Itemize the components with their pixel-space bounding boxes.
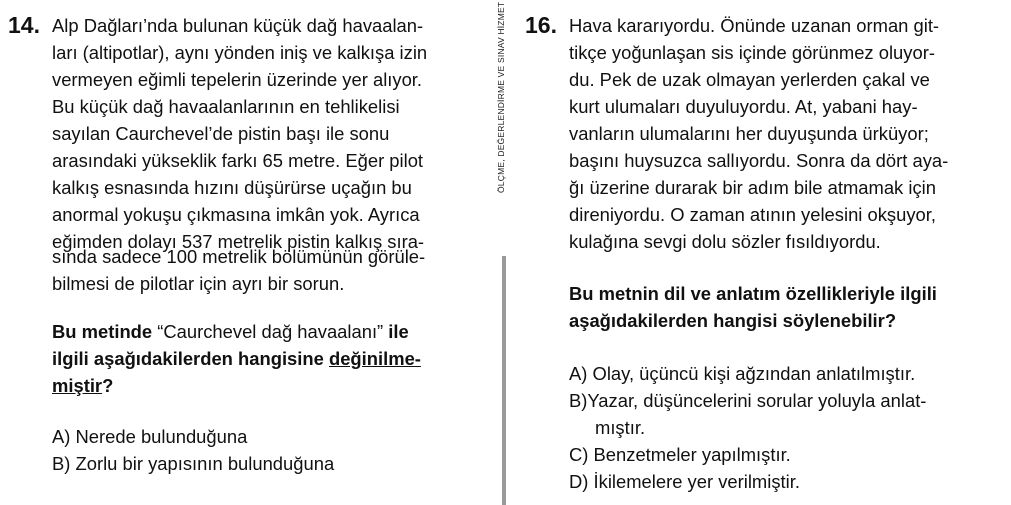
option-text: Nerede bulunduğuna xyxy=(75,426,248,447)
stem-text: Bu metinde xyxy=(52,321,158,342)
publisher-vertical-text: ÖLÇME, DEĞERLENDİRME VE SINAV HİZMET xyxy=(496,2,506,194)
stem-underlined: değinilme- xyxy=(328,348,421,369)
question-14-row xyxy=(8,0,478,255)
stem-text: ilgili aşağıdakilerden hangisine xyxy=(52,348,329,369)
passage-line: eğimden dolayı 537 metrelik pistin kalkış sıra- xyxy=(52,231,425,252)
passage-line: direniyordu. O zaman atının yelesini okşuyor, xyxy=(569,204,936,225)
passage xyxy=(569,0,1005,255)
option-a[interactable] xyxy=(569,360,1005,387)
option-b[interactable] xyxy=(569,387,1005,441)
option-text: Yazar, düşüncelerini sorular yoluyla anlat- xyxy=(587,390,927,411)
passage-line: sayılan Caurchevel’de pistin başı ile sonu xyxy=(52,123,390,144)
passage-line: kalkış esnasında hızını düşürürse uçağın bu xyxy=(52,177,412,198)
question-16-row xyxy=(525,0,1005,495)
passage-line: arasındaki yükseklik farkı 65 metre. Eğer pilot xyxy=(52,150,424,171)
passage-line: bilmesi de pilotlar için ayrı bir sorun. xyxy=(52,273,345,294)
passage-line: kurt ulumaları duyuluyordu. At, yabani hay- xyxy=(569,96,918,117)
question-14 xyxy=(8,0,478,477)
stem-line: aşağıdakilerden hangisi söylenebilir? xyxy=(569,310,897,331)
passage-line: Hava kararıyordu. Önünde uzanan orman git- xyxy=(569,15,940,36)
question-16 xyxy=(525,0,1005,495)
option-key: D) xyxy=(569,471,589,492)
passage-line: Alp Dağları’nda bulunan küçük dağ havaalan- xyxy=(52,15,424,36)
stem-quote: “Caurchevel dağ havaalanı” xyxy=(157,321,384,342)
option-text: Olay, üçüncü kişi ağzından anlatılmıştır. xyxy=(592,363,916,384)
option-text: Zorlu bir yapısının bulunduğuna xyxy=(75,453,335,474)
question-number: 16. xyxy=(525,12,557,38)
stem-line xyxy=(52,372,478,399)
passage-continuation xyxy=(52,243,478,477)
stem-line: Bu metnin dil ve anlatım özellikleriyle ilgili xyxy=(569,283,937,304)
option-line xyxy=(569,387,1005,414)
passage-line: ları (altipotlar), aynı yönden iniş ve kalkışa izin xyxy=(52,42,428,63)
passage xyxy=(52,0,478,255)
passage-line: ğı üzerine durarak bir adım bile atmamak için xyxy=(569,177,936,198)
option-key: C) xyxy=(569,444,589,465)
question-stem xyxy=(569,280,1005,334)
stem-underlined: miştir xyxy=(52,375,103,396)
answer-options xyxy=(52,423,478,477)
option-d[interactable] xyxy=(569,468,1005,495)
passage-line: sında sadece 100 metrelik bölümünün görüle- xyxy=(52,246,426,267)
passage-line: vermeyen eğimli tepelerin üzerinde yer alıyor. xyxy=(52,69,423,90)
divider-bar xyxy=(502,256,506,505)
stem-text: ile xyxy=(383,321,409,342)
option-c[interactable] xyxy=(569,441,1005,468)
passage-line: Bu küçük dağ havaalanlarının en tehlikelisi xyxy=(52,96,400,117)
option-key: A) xyxy=(52,426,71,447)
answer-options xyxy=(569,360,1005,495)
option-key: A) xyxy=(569,363,588,384)
column-divider xyxy=(494,0,514,505)
question-body xyxy=(569,0,1005,495)
option-text: Benzetmeler yapılmıştır. xyxy=(593,444,791,465)
option-text-continued: mıştır. xyxy=(595,417,646,438)
passage-line: du. Pek de uzak olmayan yerlerden çakal ve xyxy=(569,69,930,90)
option-key: B) xyxy=(52,453,71,474)
passage-line: vanların ulumalarını her duyuşunda ürküyor; xyxy=(569,123,929,144)
option-b[interactable] xyxy=(52,450,478,477)
stem-line xyxy=(52,345,478,372)
option-text: İkilemelere yer verilmiştir. xyxy=(593,471,800,492)
option-a[interactable] xyxy=(52,423,478,450)
passage-line: başını huysuzca sallıyordu. Sonra da dört aya- xyxy=(569,150,949,171)
passage-line: kulağına sevgi dolu sözler fısıldıyordu. xyxy=(569,231,881,252)
passage-line: anormal yokuşu çıkmasına imkân yok. Ayrıca xyxy=(52,204,420,225)
option-key: B) xyxy=(569,390,588,411)
question-stem xyxy=(52,318,478,399)
stem-text: ? xyxy=(102,375,114,396)
question-body xyxy=(52,0,478,255)
passage-tail xyxy=(52,243,478,297)
question-number: 14. xyxy=(8,12,40,38)
stem-line xyxy=(52,318,478,345)
passage-line: tikçe yoğunlaşan sis içinde görünmez oluyor- xyxy=(569,42,935,63)
